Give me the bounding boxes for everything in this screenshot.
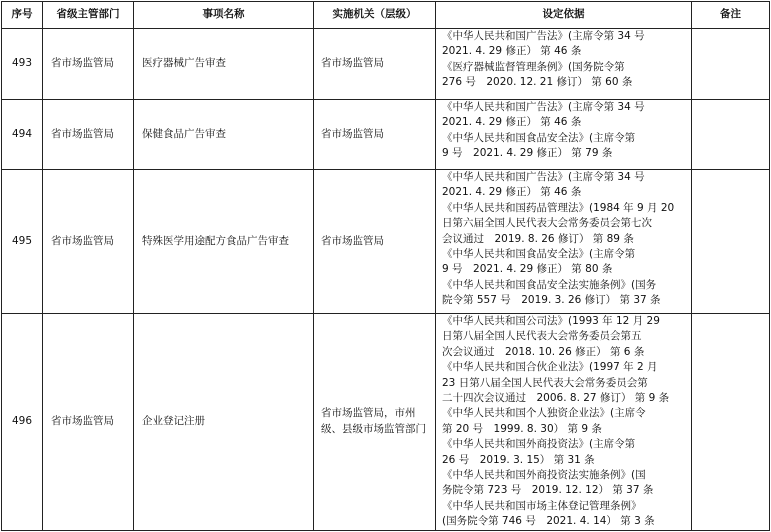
department-cell: 省市场监管局 [43, 170, 134, 314]
table-row [2, 100, 770, 170]
department-cell: 省市场监管局 [43, 100, 134, 170]
basis-line: 《医疗器械监督管理条例》(国务院令第 [442, 60, 625, 73]
basis-line: 《中华人民共和国市场主体登记管理条例》 [442, 499, 642, 512]
item-name-cell: 企业登记注册 [134, 314, 314, 531]
basis-line: 2021. 4. 29 修正） 第 46 条 [442, 116, 582, 129]
basis-line: 《中华人民共和国公司法》(1993 年 12 月 29 [442, 315, 660, 327]
basis-line: 二十四次会议通过 2006. 8. 27 修订） 第 9 条 [442, 392, 670, 405]
basis-line: 《中华人民共和国药品管理法》(1984 年 9 月 20 [442, 201, 675, 214]
basis-line: 《中华人民共和国食品安全法实施条例》(国务 [442, 278, 657, 291]
basis-line: 会议通过 2019. 8. 26 修订） 第 89 条 [442, 232, 634, 245]
basis-line: 《中华人民共和国食品安全法》(主席令第 [442, 131, 636, 144]
legal-basis-cell [436, 29, 692, 100]
row-number: 495 [2, 170, 43, 314]
department-cell: 省市场监管局 [43, 29, 134, 100]
row-number: 493 [2, 29, 43, 100]
remark-cell [692, 314, 770, 531]
basis-line: 26 号 2019. 3. 15） 第 31 条 [442, 453, 595, 466]
implementing-org-cell: 省市场监管局，市州级、县级市场监管部门 [314, 314, 436, 531]
remark-cell [692, 29, 770, 100]
remark-cell [692, 100, 770, 170]
department-cell: 省市场监管局 [43, 314, 134, 531]
basis-line: 《中华人民共和国外商投资法》(主席令第 [442, 438, 636, 451]
legal-basis-cell [436, 170, 692, 314]
basis-line: 《中华人民共和国食品安全法》(主席令第 [442, 248, 636, 261]
basis-line: 23 日第八届全国人民代表大会常务委员会第 [442, 376, 648, 389]
item-name-cell: 保健食品广告审查 [134, 100, 314, 170]
header-row [2, 2, 770, 29]
basis-line: 日第八届全国人民代表大会常务委员会第五 [442, 330, 642, 343]
basis-line: 院令第 557 号 2019. 3. 26 修订） 第 37 条 [442, 294, 661, 307]
basis-line: 《中华人民共和国广告法》(主席令第 34 号 [442, 101, 645, 113]
header-basis: 设定依据 [436, 2, 692, 29]
implementing-org-cell: 省市场监管局 [314, 100, 436, 170]
basis-line: 《中华人民共和国个人独资企业法》(主席令 [442, 407, 646, 420]
item-name-cell: 医疗器械广告审查 [134, 29, 314, 100]
header-org: 实施机关（层级） [314, 2, 436, 29]
header-remark: 备注 [692, 2, 770, 29]
basis-line: 2021. 4. 29 修正） 第 46 条 [442, 45, 582, 58]
header-no: 序号 [2, 2, 43, 29]
basis-line: (国务院令第 746 号 2021. 4. 14） 第 3 条 [442, 515, 655, 528]
row-number: 496 [2, 314, 43, 531]
header-item: 事项名称 [134, 2, 314, 29]
basis-line: 次会议通过 2018. 10. 26 修正） 第 6 条 [442, 345, 645, 358]
legal-basis-cell [436, 100, 692, 170]
basis-line: 9 号 2021. 4. 29 修正） 第 80 条 [442, 263, 613, 276]
header-dept: 省级主管部门 [43, 2, 134, 29]
basis-line: 2021. 4. 29 修正） 第 46 条 [442, 186, 582, 199]
remark-cell [692, 170, 770, 314]
basis-line: 276 号 2020. 12. 21 修订） 第 60 条 [442, 76, 633, 89]
row-number: 494 [2, 100, 43, 170]
table-row [2, 29, 770, 100]
table-row [2, 170, 770, 314]
basis-line: 《中华人民共和国广告法》(主席令第 34 号 [442, 30, 645, 42]
permission-items-table [1, 1, 770, 531]
basis-line: 《中华人民共和国合伙企业法》(1997 年 2 月 [442, 361, 658, 374]
basis-line: 《中华人民共和国广告法》(主席令第 34 号 [442, 171, 645, 183]
implementing-org-cell: 省市场监管局 [314, 29, 436, 100]
basis-line: 务院令第 723 号 2019. 12. 12） 第 37 条 [442, 484, 654, 497]
basis-line: 日第六届全国人民代表大会常务委员会第七次 [442, 217, 652, 230]
legal-basis-cell [436, 314, 692, 531]
table-row [2, 314, 770, 531]
basis-line: 9 号 2021. 4. 29 修正） 第 79 条 [442, 147, 613, 160]
basis-line: 《中华人民共和国外商投资法实施条例》(国 [442, 469, 646, 482]
implementing-org-cell: 省市场监管局 [314, 170, 436, 314]
item-name-cell: 特殊医学用途配方食品广告审查 [134, 170, 314, 314]
basis-line: 第 20 号 1999. 8. 30） 第 9 条 [442, 422, 602, 435]
